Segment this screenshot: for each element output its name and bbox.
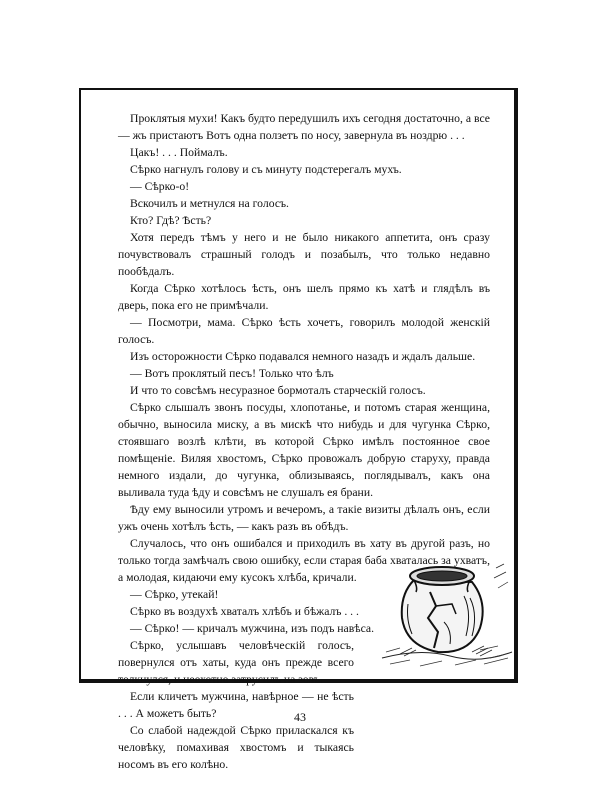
page-number: 43 [294, 710, 306, 724]
paragraph: Проклятыя мухи! Какъ будто передушилъ ихъ сегодня достаточно, а все — жъ пристаютъ Вотъ одна ползетъ по носу, завернула въ ноздрю . . . [118, 112, 490, 142]
paragraph: Изъ осторожности Сѣрко подавался немного назадъ и ждалъ дальше. [130, 350, 476, 363]
paragraph: Кто? Гдѣ? Ѣсть? [130, 214, 212, 227]
paragraph: Вскочилъ и метнулся на голосъ. [130, 197, 289, 210]
paragraph: Цакъ! . . . Поймалъ. [130, 146, 228, 159]
clay-pot-icon [380, 548, 514, 670]
paragraph: — Посмотри, мама. Сѣрко ѣсть хочетъ, говорилъ молодой женскій голосъ. [118, 316, 490, 346]
paragraph: Сѣрко слышалъ звонъ посуды, хлопотанье, и потомъ старая женщина, обычно, выносила миску, а въ мискѣ что нибудь и для чугунка Сѣрко, стоявшаго возлѣ клѣти, въ которой Сѣрко имѣлъ постоянное свое помѣщеніе. Виляя хвостомъ, Сѣрко провожалъ добрую старуху, правда немного издали, до чугунка, облизываясь, поглядывалъ, какъ она выливала туда ѣду и совсѣмъ не слушалъ ея брани. [118, 401, 490, 499]
paragraph: — Вотъ проклятый песъ! Только что ѣлъ [130, 367, 334, 380]
paragraph: Сѣрко нагнулъ голову и съ минуту подстерегалъ мухъ. [130, 163, 402, 176]
paragraph: Со слабой надеждой Сѣрко приласкался къ человѣку, помахивая хвостомъ и тыкаясь носомъ въ его колѣно. [118, 724, 354, 771]
paragraph: Когда Сѣрко хотѣлось ѣсть, онъ шелъ прямо къ хатѣ и глядѣлъ въ дверь, пока его не примѣчали. [118, 282, 490, 312]
story-text [118, 110, 490, 773]
paragraph: И что то совсѣмъ несуразное бормоталъ старческій голосъ. [130, 384, 426, 397]
paragraph: Ѣду ему выносили утромъ и вечеромъ, а такіе визиты дѣлалъ онъ, если ужъ очень хотѣлъ ѣсть, — какъ разъ въ обѣдъ. [118, 503, 490, 533]
paragraph: Случалось, что онъ ошибался и приходилъ въ хату въ другой разъ, но только тогда замѣчалъ свою ошибку, если старая баба хваталась за ухватъ, а молодая, кидаючи ему кусокъ хлѣба, кричали. [118, 537, 490, 584]
paragraph: Сѣрко въ воздухѣ хваталъ хлѣбъ и бѣжалъ . . . [130, 605, 359, 618]
paragraph: Сѣрко, услышавъ человѣческій голосъ, повернулся отъ хаты, куда онъ прежде всего толкнулся, и неохотно затрусилъ на зовъ. [118, 639, 354, 686]
paragraph: Если кличетъ мужчина, навѣрное — не ѣсть . . . А можетъ быть? [118, 690, 354, 720]
paragraph: — Сѣрко-о! [130, 180, 190, 193]
paragraph: Хотя передъ тѣмъ у него и не было никакого аппетита, онъ сразу почувствовалъ страшный голодъ и позабылъ, что только недавно пообѣдалъ. [118, 231, 490, 278]
paragraph: — Сѣрко, утекай! [130, 588, 219, 601]
paragraph: — Сѣрко! — кричалъ мужчина, изъ подъ навѣса. [130, 622, 375, 635]
